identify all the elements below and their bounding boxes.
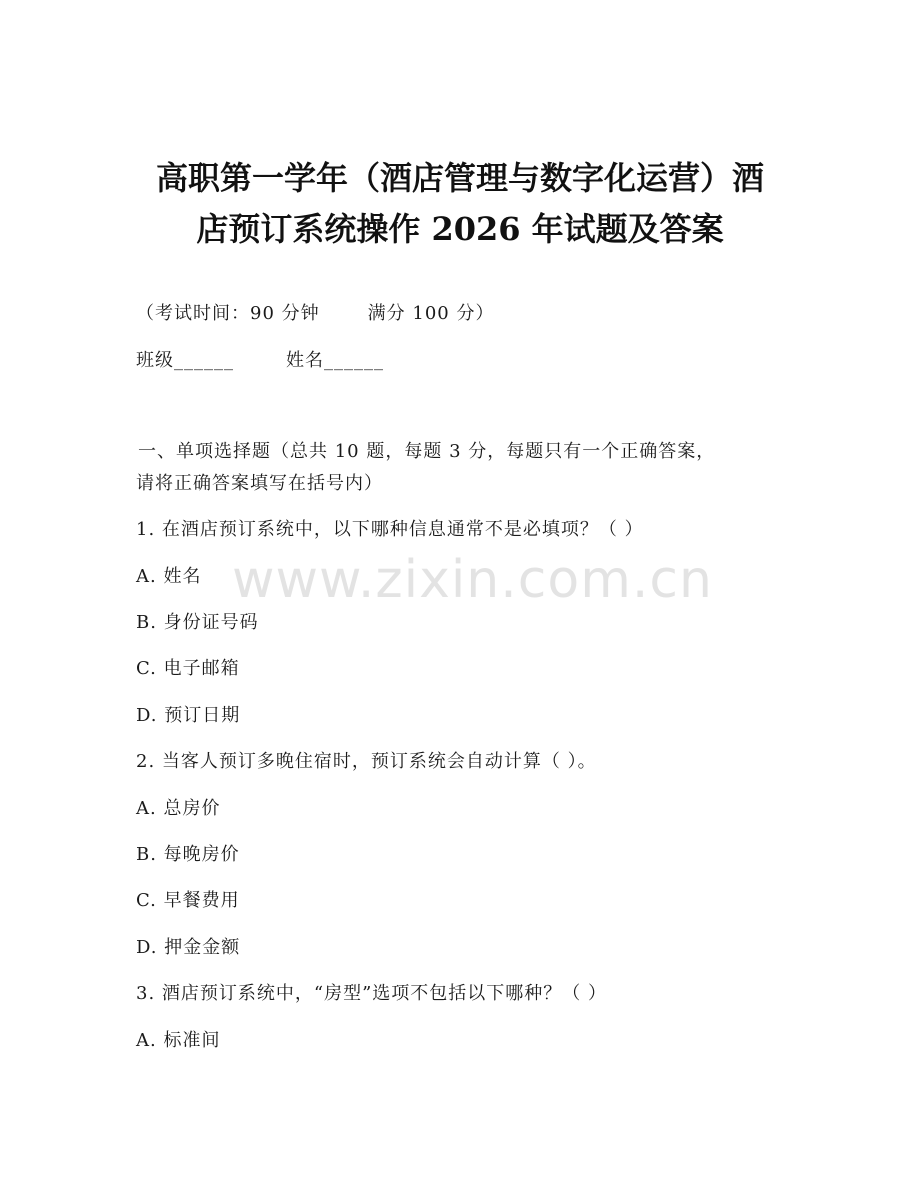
question-1-option-d: D. 预订日期 bbox=[136, 705, 241, 726]
question-3-stem: 3. 酒店预订系统中，“房型”选项不包括以下哪种？（ ） bbox=[136, 983, 608, 1004]
student-info bbox=[136, 348, 384, 374]
full-score: 满分 100 分） bbox=[367, 303, 495, 324]
question-2-option-d: D. 押金金额 bbox=[136, 937, 241, 958]
name-field: 姓名______ bbox=[286, 350, 384, 371]
section-heading: 一、单项选择题（总共 10 题，每题 3 分，每题只有一个正确答案， bbox=[138, 441, 716, 462]
document-title-line-2: 店预订系统操作 2026 年试题及答案 bbox=[196, 210, 724, 248]
question-2-option-c: C. 早餐费用 bbox=[136, 890, 240, 911]
question-2-option-a: A. 总房价 bbox=[136, 798, 221, 819]
class-field: 班级______ bbox=[136, 350, 234, 371]
question-1-option-a: A. 姓名 bbox=[136, 566, 202, 587]
question-1-option-b: B. 身份证号码 bbox=[136, 612, 259, 633]
question-2-stem: 2. 当客人预订多晚住宿时，预订系统会自动计算（ ）。 bbox=[136, 751, 597, 772]
question-1-option-c: C. 电子邮箱 bbox=[136, 658, 240, 679]
question-3-option-a: A. 标准间 bbox=[136, 1030, 221, 1051]
section-heading-continued: 请将正确答案填写在括号内） bbox=[136, 473, 383, 494]
watermark: www.zixin.com.cn bbox=[232, 550, 713, 610]
exam-time: （考试时间：90 分钟 bbox=[136, 303, 320, 324]
question-1-stem: 1. 在酒店预订系统中，以下哪种信息通常不是必填项？（ ） bbox=[136, 519, 644, 540]
exam-info bbox=[136, 301, 494, 327]
question-2-option-b: B. 每晚房价 bbox=[136, 844, 240, 865]
document-title-line-1: 高职第一学年（酒店管理与数字化运营）酒 bbox=[155, 159, 764, 197]
